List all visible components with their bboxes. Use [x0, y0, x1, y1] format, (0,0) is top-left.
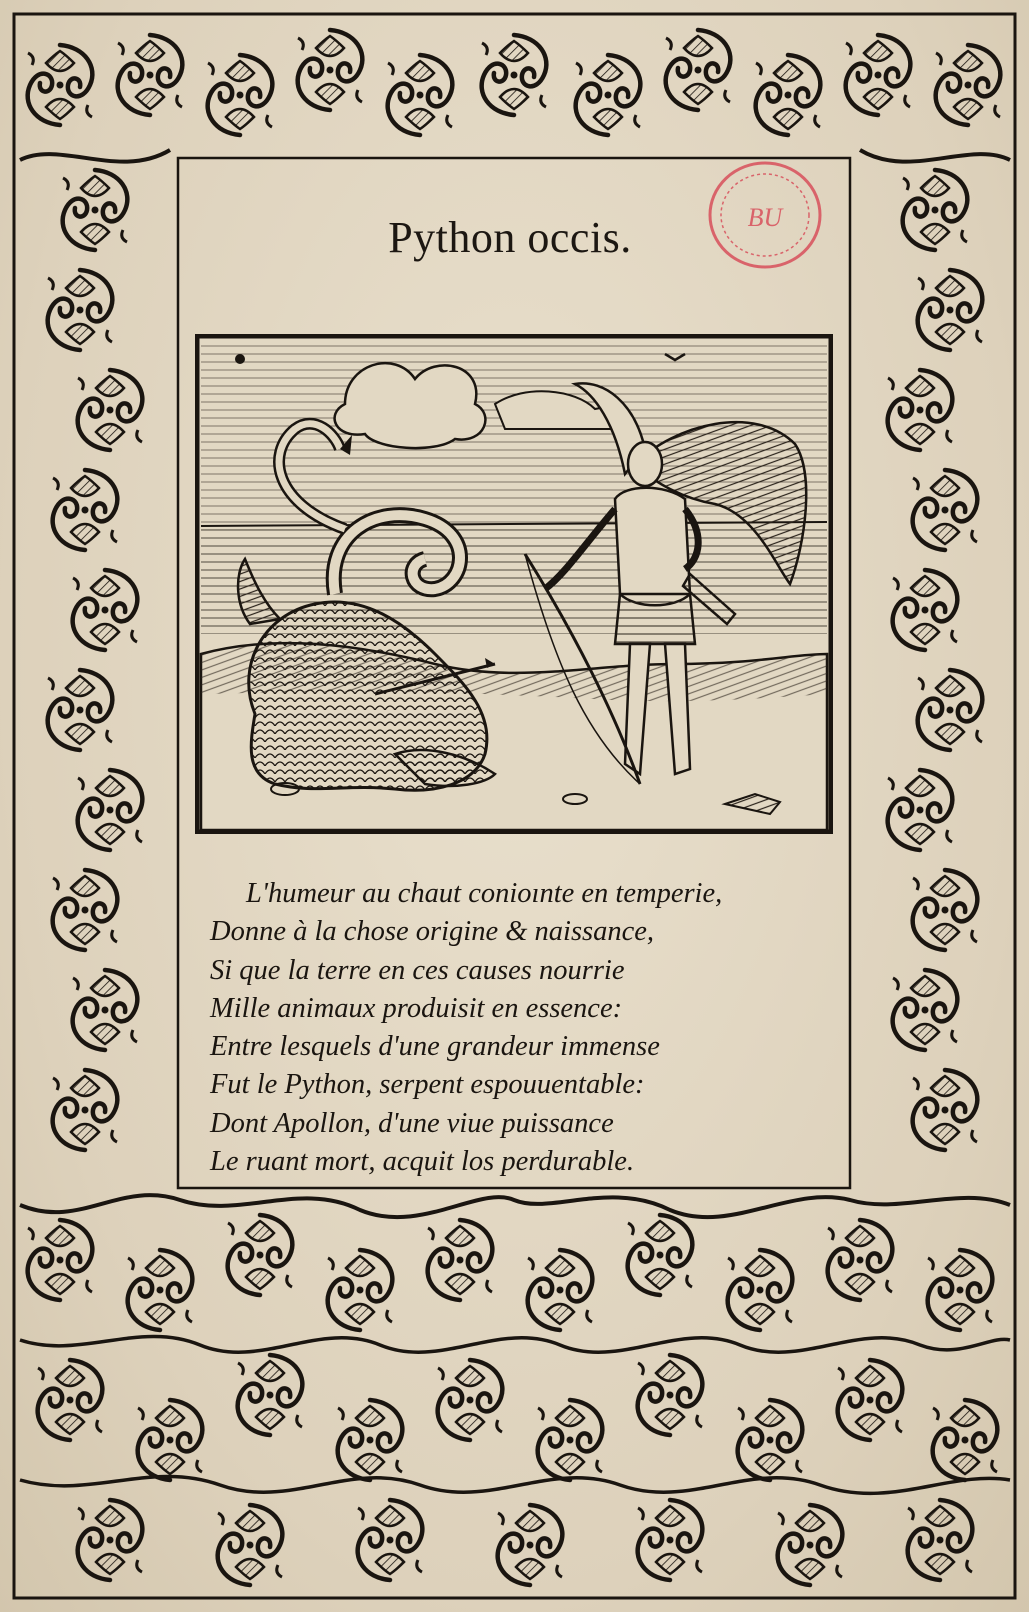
- poem-line: Le ruant mort, acquit los perdurable.: [210, 1146, 635, 1178]
- poem-line: L'humeur au chaut conioınte en temperie,: [246, 878, 723, 909]
- poem-line: Entre lesquels d'une grandeur immense: [210, 1031, 660, 1063]
- poem-line: Mille animaux produisit en essence:: [210, 992, 623, 1024]
- poem-line: Dont Apollon, d'une viue puissance: [210, 1107, 614, 1139]
- poem-line: Donne à la chose origine & naissance,: [210, 916, 655, 948]
- poem: [210, 875, 830, 1181]
- poem-line: Si que la terre en ces causes nourrie: [210, 954, 625, 986]
- poem-line: Fut le Python, serpent espouuentable:: [210, 1069, 645, 1101]
- stamp-text: BU: [747, 203, 783, 232]
- page-title: Python occis.: [388, 213, 632, 262]
- woodcut-illustration: [195, 334, 833, 834]
